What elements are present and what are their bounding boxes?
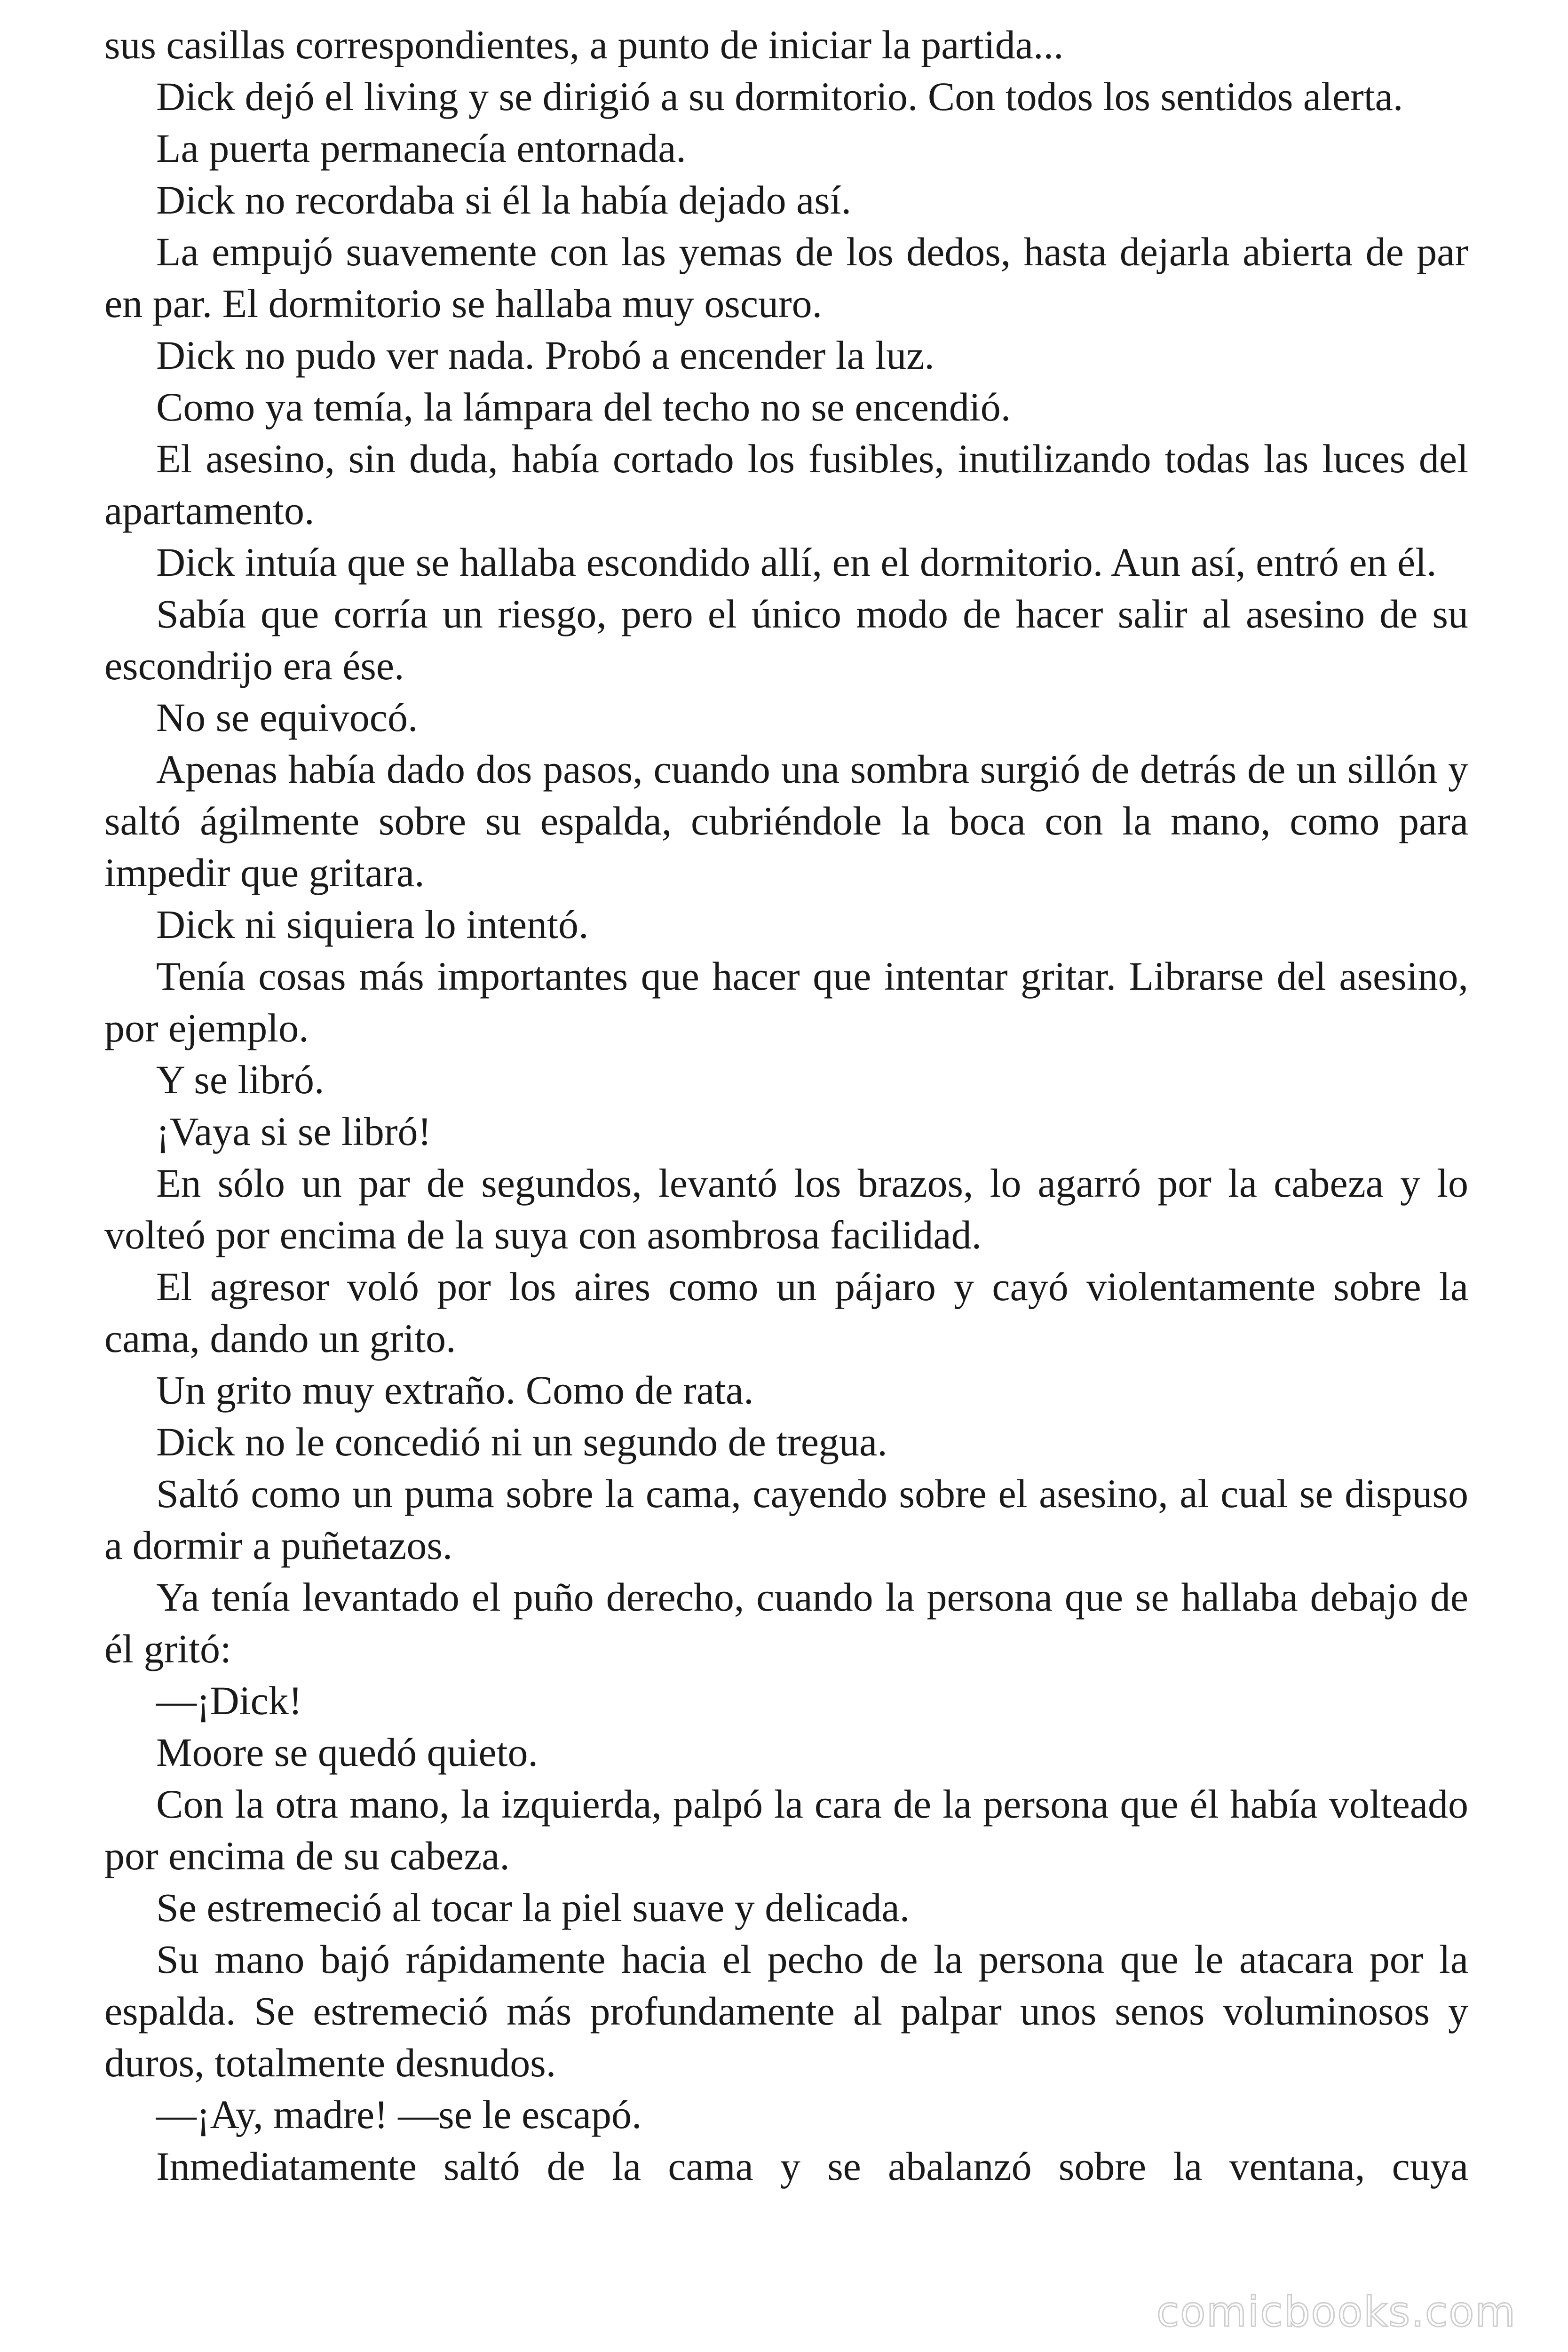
paragraph: Dick dejó el living y se dirigió a su dormitorio. Con todos los sentidos alerta. [156,74,1403,119]
paragraph: Se estremeció al tocar la piel suave y delicada. [156,1885,910,1930]
paragraph: Dick intuía que se hallaba escondido allí, en el dormitorio. Aun así, entró en él. [156,540,1437,585]
paragraph: —¡Ay, madre! —se le escapó. [156,2092,642,2137]
paragraph: En sólo un par de segundos, levantó los brazos, lo agarró por la cabeza y lo volteó por encima de la suya con asombrosa facilidad. [104,1160,1468,1257]
paragraph: Sabía que corría un riesgo, pero el único modo de hacer salir al asesino de su escondrijo era ése. [104,591,1468,688]
paragraph: Moore se quedó quieto. [156,1730,539,1775]
paragraph: Tenía cosas más importantes que hacer que intentar gritar. Librarse del asesino, por ejemplo. [104,954,1468,1050]
watermark: comicbooks.com [1156,2288,1516,2336]
paragraph: Un grito muy extraño. Como de rata. [156,1367,754,1413]
paragraph: sus casillas correspondientes, a punto de iniciar la partida... [104,22,1064,67]
paragraph: Apenas había dado dos pasos, cuando una sombra surgió de detrás de un sillón y saltó ágilmente sobre su espalda, cubriéndole la boca con la mano, como para impedir que gritara. [104,747,1468,895]
paragraph: Dick no recordaba si él la había dejado así. [156,177,852,222]
paragraph: Ya tenía levantado el puño derecho, cuando la persona que se hallaba debajo de él gritó: [104,1574,1468,1671]
paragraph: No se equivocó. [156,695,418,740]
paragraph: Dick ni siquiera lo intentó. [156,902,589,947]
paragraph: Inmediatamente saltó de la cama y se abalanzó sobre la ventana, cuya [156,2144,1468,2189]
paragraph: La empujó suavemente con las yemas de los dedos, hasta dejarla abierta de par en par. El dormitorio se hallaba muy oscuro. [104,229,1468,326]
paragraph: Dick no le concedió ni un segundo de tregua. [156,1419,887,1464]
paragraph: ¡Vaya si se libró! [156,1109,432,1154]
paragraph: El asesino, sin duda, había cortado los fusibles, inutilizando todas las luces del apartamento. [104,436,1468,533]
paragraph: Su mano bajó rápidamente hacia el pecho de la persona que le atacara por la espalda. Se estremeció más profundamente al palpar unos senos voluminosos y duros, totalmente desnudos. [104,1937,1468,2085]
page-body [104,19,1468,2333]
paragraph: Dick no pudo ver nada. Probó a encender la luz. [156,333,934,378]
paragraph: Con la otra mano, la izquierda, palpó la cara de la persona que él había volteado por encima de su cabeza. [104,1781,1468,1878]
paragraph: Y se libró. [156,1057,325,1102]
paragraph: Saltó como un puma sobre la cama, cayendo sobre el asesino, al cual se dispuso a dormir a puñetazos. [104,1471,1468,1568]
paragraph: El agresor voló por los aires como un pájaro y cayó violentamente sobre la cama, dando un grito. [104,1264,1468,1361]
paragraph: La puerta permanecía entornada. [156,126,686,171]
paragraph: Como ya temía, la lámpara del techo no se encendió. [156,384,1011,429]
paragraph: —¡Dick! [156,1678,302,1723]
